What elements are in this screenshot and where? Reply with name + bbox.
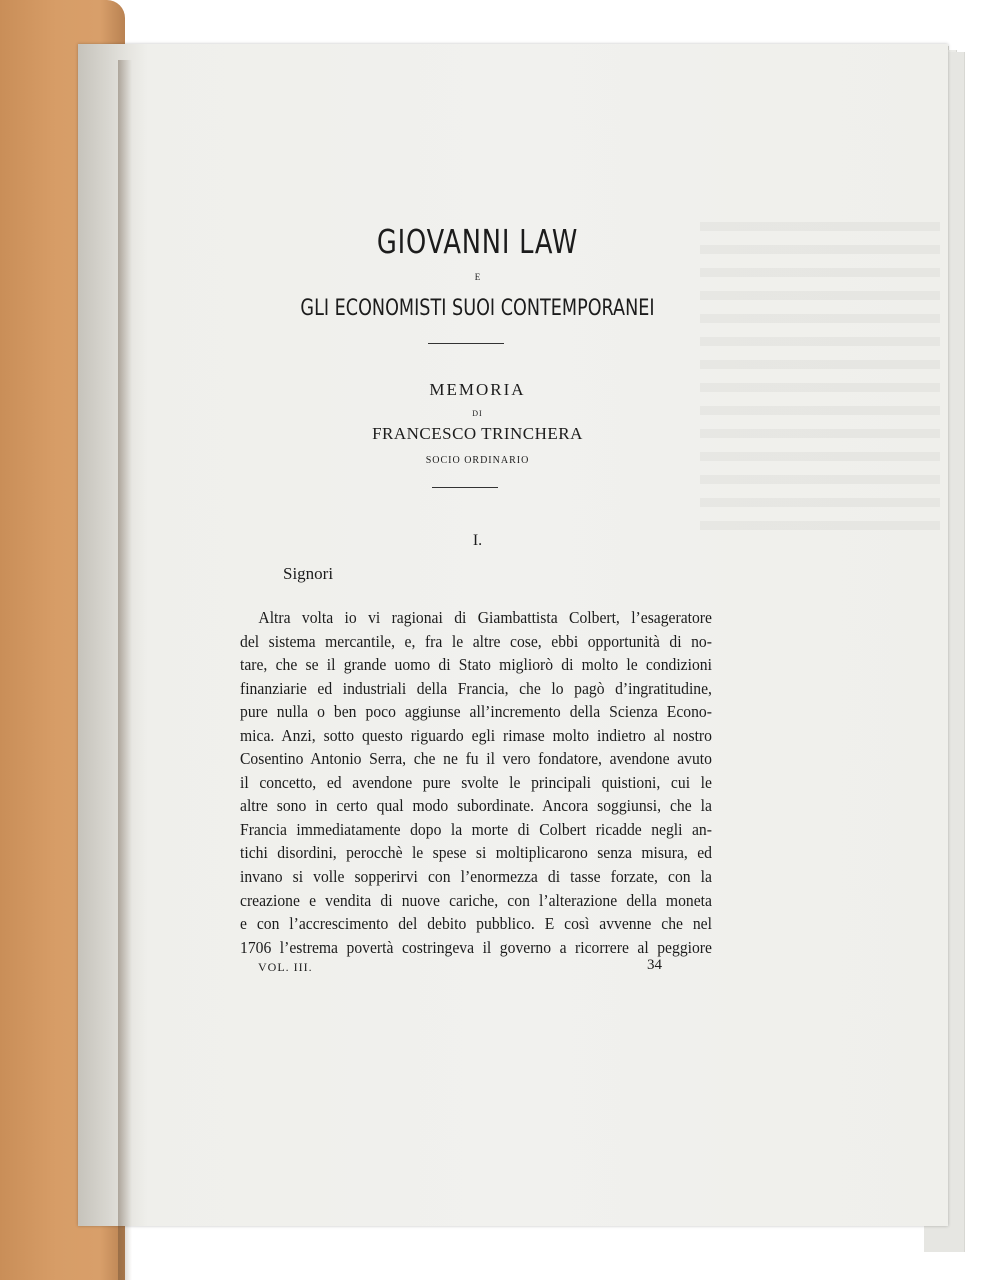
body-line: invano si volle sopperirvi con l’enormezza di tasse forzate, con la — [240, 867, 712, 887]
body-line: il concetto, ed avendone pure svolte le principali quistioni, cui le — [240, 772, 712, 792]
body-line: del sistema mercantile, e, fra le altre cose, ebbi opportunità di no- — [240, 631, 712, 651]
body-line: e con l’accrescimento del debito pubblico. E così avvenne che nel — [240, 914, 712, 934]
body-line: Cosentino Antonio Serra, che ne fu il vero fondatore, avendone avuto — [240, 749, 712, 769]
body-line: tichi disordini, perocchè le spese si moltiplicarono senza misura, ed — [240, 843, 712, 863]
body-line: 1706 l’estrema povertà costringeva il governo a ricorrere al peggiore — [240, 937, 712, 957]
body-line: Altra volta io vi ragionai di Giambattista Colbert, l’esageratore — [258, 608, 712, 627]
footer-signature: 34 — [647, 957, 662, 973]
body-line: altre sono in certo qual modo subordinate. Ancora soggiunsi, che la — [240, 796, 712, 816]
section-number: I. — [472, 532, 483, 549]
title-rule — [428, 343, 504, 344]
body-line: finanziarie ed industriali della Francia, che lo pagò d’ingratitudine, — [240, 678, 712, 698]
body-line: tare, che se il grande uomo di Stato migliorò di molto le condizioni — [240, 655, 712, 675]
author-name: FRANCESCO TRINCHERA — [372, 424, 583, 443]
footer-volume: VOL. III. — [258, 960, 313, 974]
memoir-label: MEMORIA — [429, 380, 526, 399]
author-rule — [432, 487, 498, 488]
body-line: mica. Anzi, sotto questo riguardo egli rimase molto indietro al nostro — [240, 725, 712, 745]
salutation: Signori — [283, 564, 334, 583]
body-line: Francia immediatamente dopo la morte di Colbert ricadde negli an- — [240, 819, 712, 839]
show-through — [700, 222, 940, 542]
page-gutter-shadow — [78, 44, 148, 1226]
document-title: GIOVANNI LAW — [376, 222, 579, 261]
by-label: DI — [472, 409, 483, 418]
body-text — [240, 606, 712, 959]
cover-shadow — [118, 60, 132, 1280]
body-line: creazione e vendita di nuove cariche, con l’alterazione della moneta — [240, 890, 712, 910]
body-line: pure nulla o ben poco aggiunse all’incremento della Scienza Econo- — [240, 702, 712, 722]
title-conjunction: E — [474, 272, 481, 282]
document-subtitle: GLI ECONOMISTI SUOI CONTEMPORANEI — [300, 296, 655, 321]
author-role: SOCIO ORDINARIO — [425, 455, 530, 466]
